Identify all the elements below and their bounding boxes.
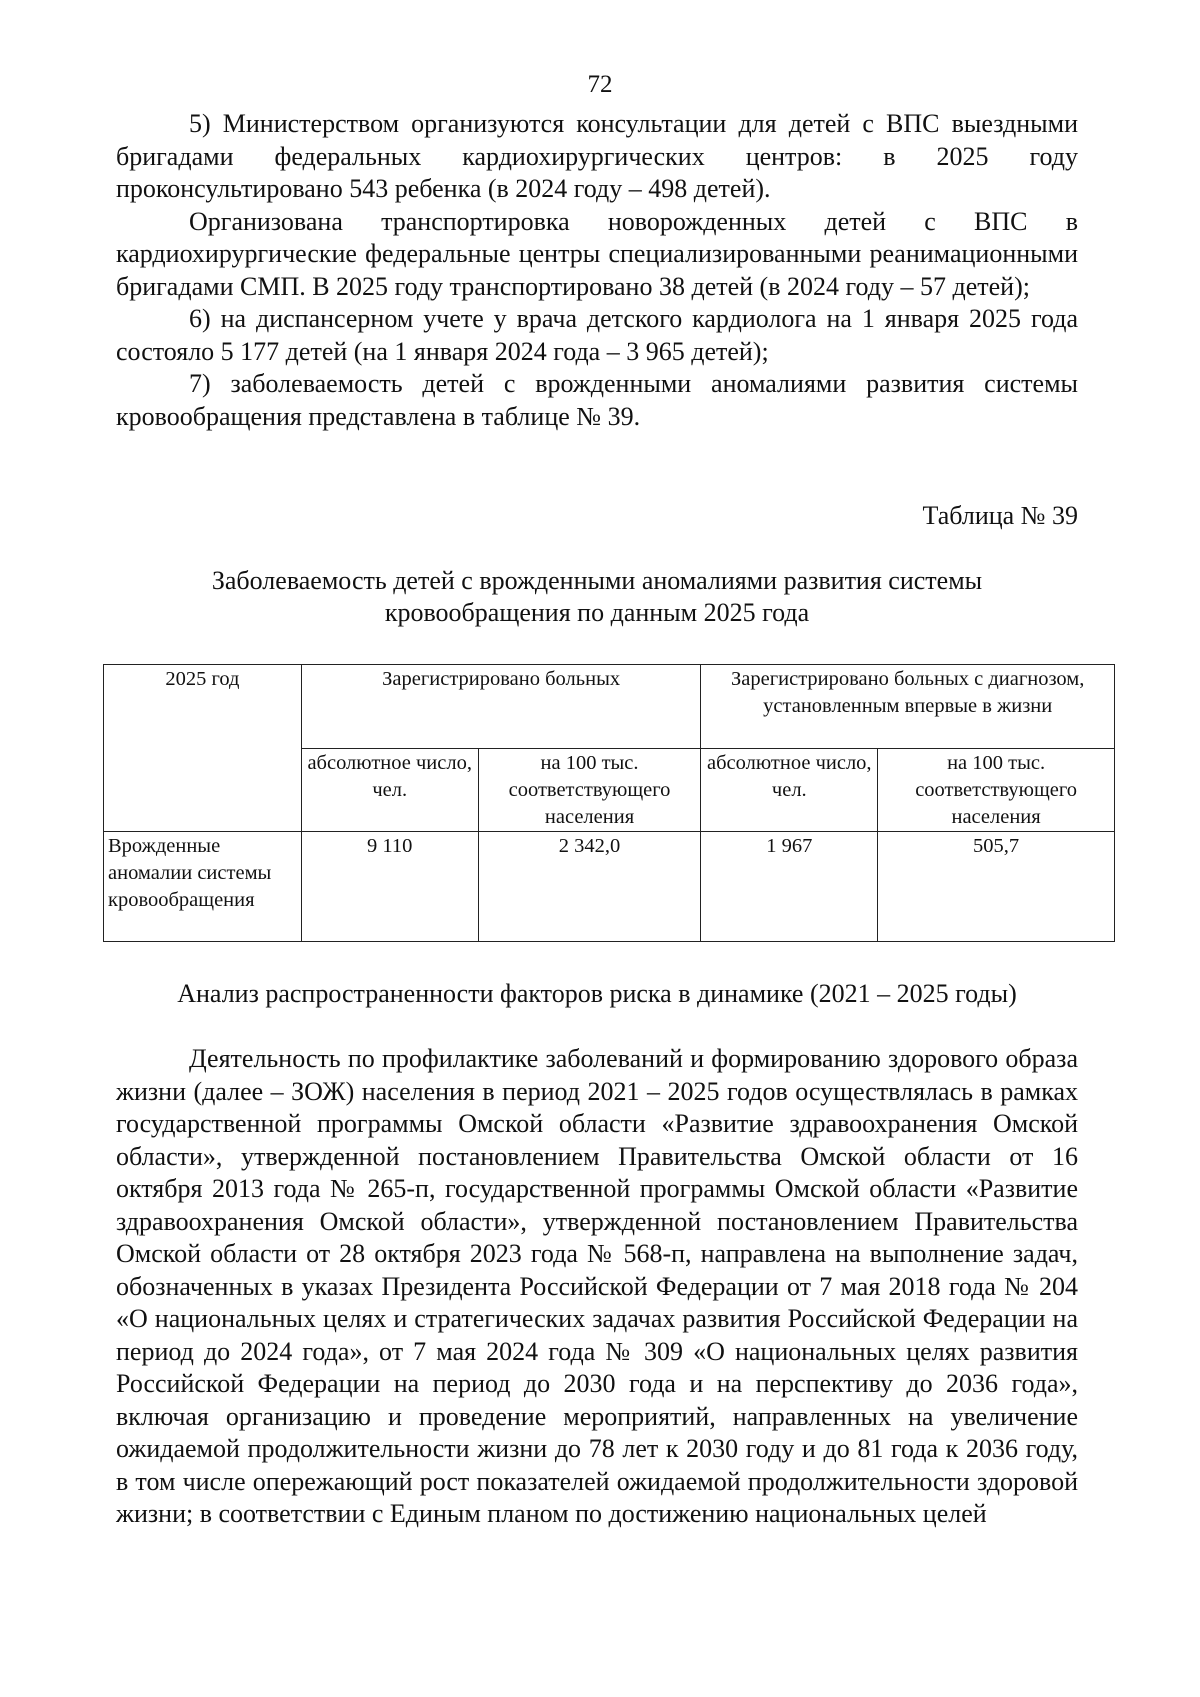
header-year: 2025 год xyxy=(104,665,302,832)
cell-first-absolute: 1 967 xyxy=(701,832,878,942)
paragraph-transport: Организована транспортировка новорожденных детей с ВПС в кардиохирургические федеральные центры специализированными реанимационными бригадами СМП. В 2025 году транспортировано 38 детей (в 2024 году – 57 детей); xyxy=(116,206,1078,301)
cell-registered-absolute: 9 110 xyxy=(301,832,478,942)
row-label: Врожденные аномалии системы кровообращения xyxy=(104,832,302,942)
table-title-line-2: кровообращения по данным 2025 года xyxy=(384,598,810,627)
table-caption: Таблица № 39 xyxy=(922,501,1078,530)
body-text-bottom xyxy=(116,1043,1078,1531)
subheader-per-100k-first: на 100 тыс. соответствующего населения xyxy=(878,749,1115,832)
morbidity-table xyxy=(103,664,1115,942)
cell-registered-per-100k: 2 342,0 xyxy=(478,832,701,942)
cell-first-per-100k: 505,7 xyxy=(878,832,1115,942)
header-registered: Зарегистрировано больных xyxy=(301,665,701,749)
paragraph-prevention: Деятельность по профилактике заболеваний и формированию здорового образа жизни (далее – ЗОЖ) населения в период 2021 – 2025 годов осуществлялась в рамках государственной программы Омской области «Развитие здравоохранения Омской области», утвержденной постановлением Правительства Омской области от 16 октября 2013 года № 265-п, государственной программы Омской области «Развитие здравоохранения Омской области», утвержденной постановлением Правительства Омской области от 28 октября 2023 года № 568-п, направлена на выполнение задач, обозначенных в указах Президента Российской Федерации от 7 мая 2018 года № 204 «О национальных целях и стратегических задачах развития Российской Федерации на период до 2024 года», от 7 мая 2024 года № 309 «О национальных целях развития Российской Федерации на период до 2030 года и на перспективу до 2036 года», включая организацию и проведение мероприятий, направленных на увеличение ожидаемой продолжительности жизни до 78 лет к 2030 году и до 81 года к 2036 году, в том числе опережающий рост показателей ожидаемой продолжительности здоровой жизни; в соответствии с Единым планом по достижению национальных целей xyxy=(116,1044,1078,1528)
paragraph-dispensary: 6) на диспансерном учете у врача детского кардиолога на 1 января 2025 года состояло 5 177 детей (на 1 января 2024 года – 3 965 детей); xyxy=(116,304,1078,366)
paragraph-morbidity: 7) заболеваемость детей с врожденными аномалиями развития системы кровообращения представлена в таблице № 39. xyxy=(116,369,1078,431)
body-text-top xyxy=(116,108,1078,433)
subheader-absolute: абсолютное число, чел. xyxy=(301,749,478,832)
subheader-per-100k: на 100 тыс. соответствующего населения xyxy=(478,749,701,832)
page-number: 72 xyxy=(587,71,613,98)
section-title: Анализ распространенности факторов риска в динамике (2021 – 2025 годы) xyxy=(177,979,1017,1008)
table-title xyxy=(116,565,1078,629)
table-title-line-1: Заболеваемость детей с врожденными аномалиями развития системы xyxy=(211,566,983,595)
header-registered-first: Зарегистрировано больных с диагнозом, установленным впервые в жизни xyxy=(701,665,1115,749)
subheader-absolute-first: абсолютное число, чел. xyxy=(701,749,878,832)
paragraph-consultations: 5) Министерством организуются консультации для детей с ВПС выездными бригадами федеральных кардиохирургических центров: в 2025 году проконсультировано 543 ребенка (в 2024 году – 498 детей). xyxy=(116,109,1078,203)
table-header-row xyxy=(104,665,1115,749)
table-row xyxy=(104,832,1115,942)
